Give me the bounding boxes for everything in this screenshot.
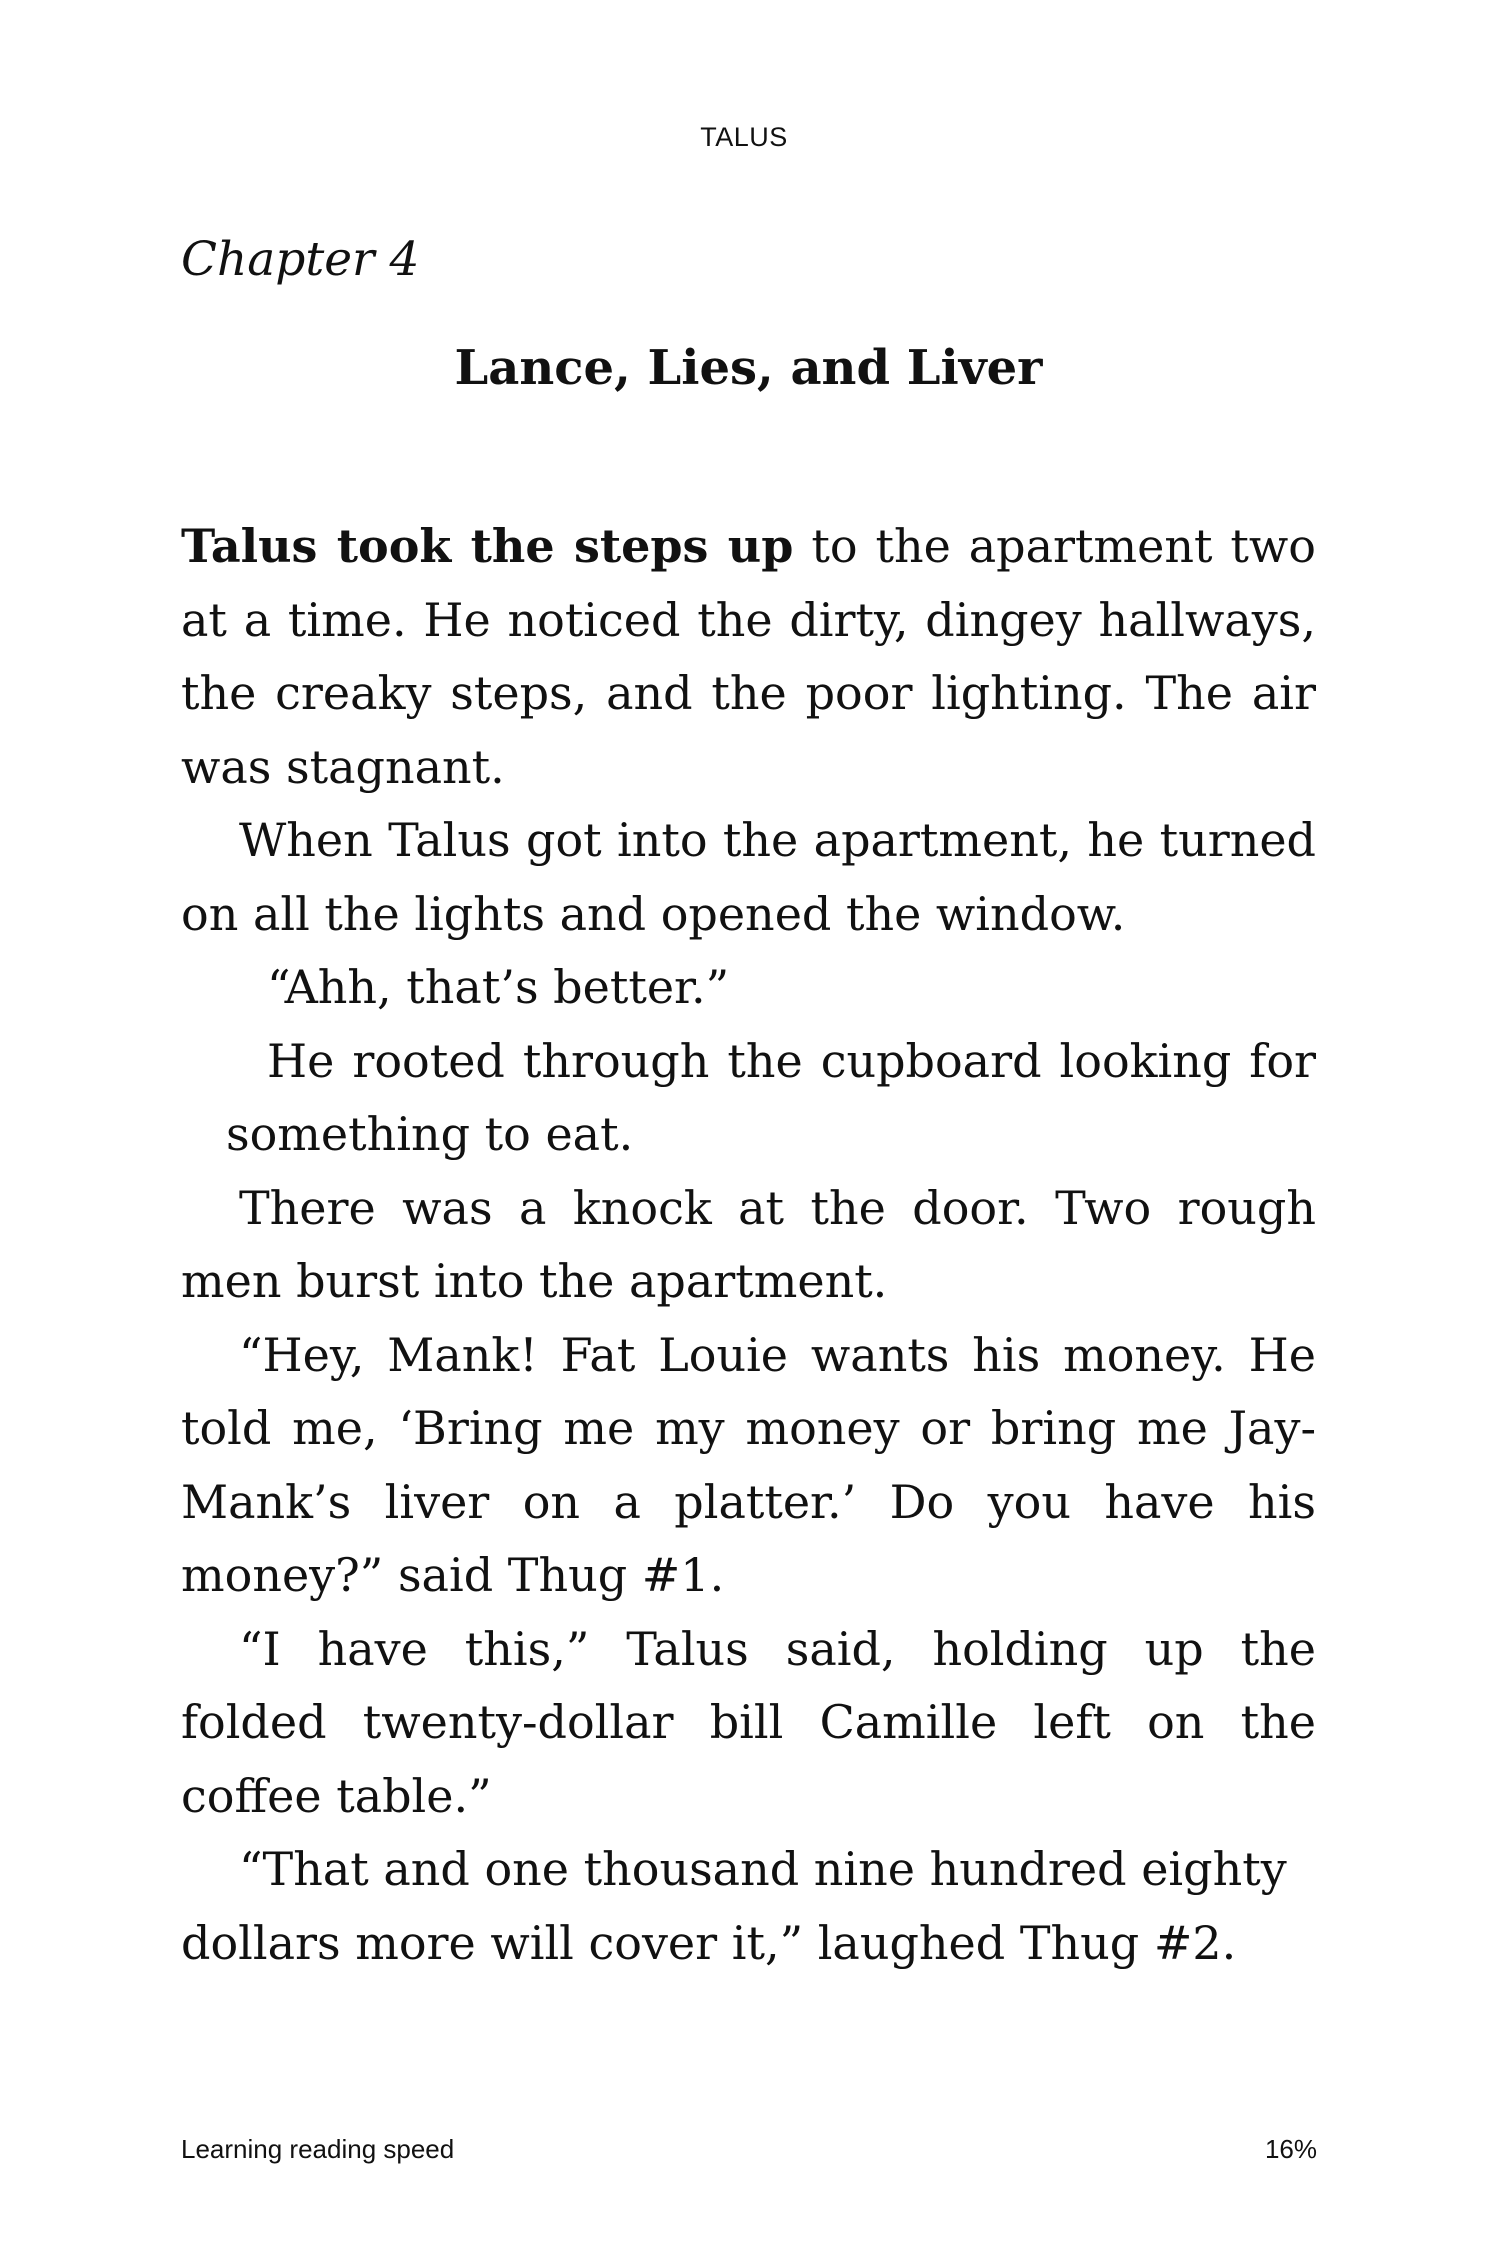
reading-speed-status: Learning reading speed [181,2134,455,2164]
paragraph: There was a knock at the door. Two rough men burst into the apartment. [181,1180,1316,1308]
paragraph: “Hey, Mank! Fat Louie wants his money. He told me, ‘Bring me my money or bring me Jay-Mank’s liver on a platter.’ Do you have his money?” said Thug #1. [181,1327,1316,1602]
chapter-label: Chapter 4 [181,232,420,287]
paragraph-lead-in: Talus took the steps up [181,519,794,573]
paragraph-text: to the apartment two at a time. He noticed the dirty, dingey hallways, the creaky steps, and the poor lighting. The air was stagnant. [181,519,1316,794]
paragraph: “That and one thousand nine hundred eighty dollars more will cover it,” laughed Thug #2. [181,1842,1287,1970]
running-head-title: TALUS [700,122,788,152]
body-text [181,510,1316,1980]
paragraph: “I have this,” Talus said, holding up the folded twenty-dollar bill Camille left on the coffee table.” [181,1621,1316,1823]
reading-progress-percent: 16% [1264,2134,1317,2164]
paragraph [181,510,1316,804]
chapter-title: Lance, Lies, and Liver [454,340,1043,396]
paragraph: He rooted through the cupboard looking for something to eat. [226,1033,1316,1161]
paragraph: When Talus got into the apartment, he turned on all the lights and opened the window. [181,813,1316,941]
paragraph: “Ahh, that’s better.” [267,960,730,1014]
